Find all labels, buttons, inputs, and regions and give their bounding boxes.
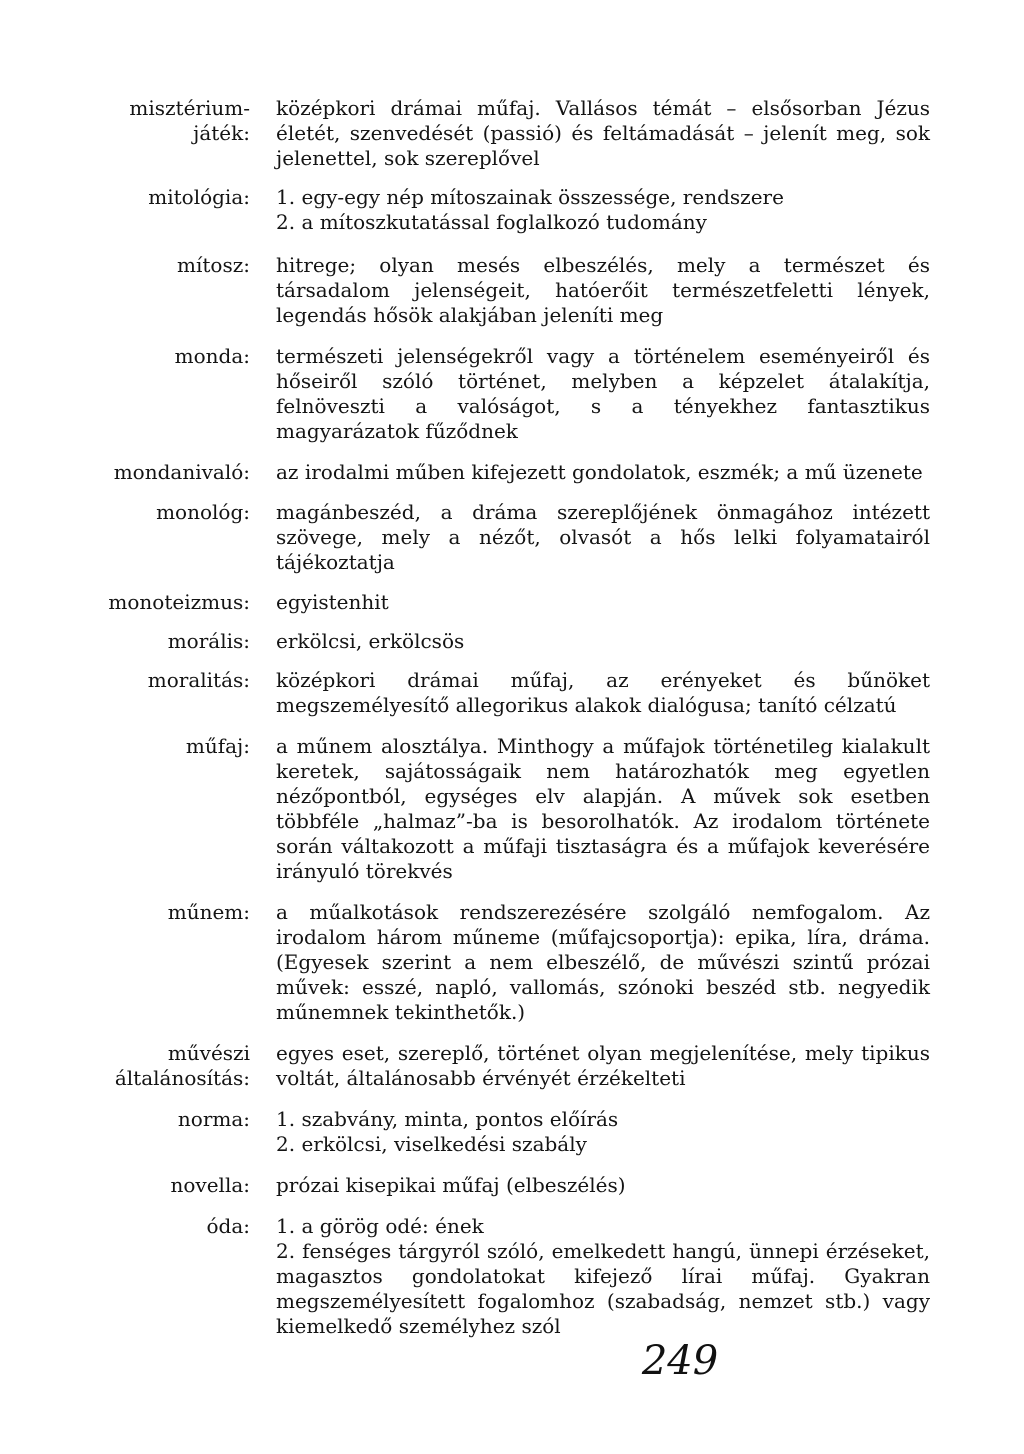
glossary-definition: középkori drámai műfaj. Vallásos témát – elsősorban Jézus életét, szenvedését (passió) és feltámadását – jelenít meg, sok jelenettel, sok szereplővel: [276, 96, 930, 170]
glossary-entry-mitosz: [100, 253, 930, 328]
glossary-definition: az irodalmi műben kifejezett gondolatok, eszmék; a mű üzenete: [276, 460, 923, 484]
glossary-entry-moralis: [100, 629, 930, 654]
glossary-entry-munem: [100, 900, 930, 1025]
glossary-entry-mitologia: [100, 185, 930, 235]
glossary-entry-monolog: [100, 500, 930, 575]
glossary-term: moralitás:: [147, 668, 250, 692]
glossary-term: mítosz:: [177, 253, 250, 277]
glossary-entry-novella: [100, 1173, 930, 1198]
glossary-term: monológ:: [156, 500, 250, 524]
glossary-term: misztérium- játék:: [129, 96, 250, 145]
glossary-definition: prózai kisepikai műfaj (elbeszélés): [276, 1173, 626, 1197]
glossary-entry-mondanivalo: [100, 460, 930, 485]
glossary-definition: egyes eset, szereplő, történet olyan megjelenítése, mely tipikus voltát, általánosabb érvényét érzékelteti: [276, 1041, 930, 1090]
page-number: 249: [641, 1338, 719, 1384]
glossary-term: műfaj:: [185, 734, 250, 758]
glossary-entry-miszteriumjatek: [100, 96, 930, 171]
glossary-term: novella:: [170, 1173, 250, 1197]
glossary-entry-monoteizmus: [100, 590, 930, 615]
glossary-definition: magánbeszéd, a dráma szereplőjének önmagához intézett szövege, mely a nézőt, olvasót a hős lelki folyamatairól tájékoztatja: [276, 500, 930, 574]
glossary-term: óda:: [206, 1214, 250, 1238]
glossary-entry-moralitas: [100, 668, 930, 718]
glossary-term: monda:: [174, 344, 250, 368]
glossary-definition: 1. szabvány, minta, pontos előírás 2. erkölcsi, viselkedési szabály: [276, 1107, 619, 1156]
glossary-definition: középkori drámai műfaj, az erényeket és bűnöket megszemélyesítő allegorikus alakok dialógusa; tanító célzatú: [276, 668, 930, 717]
glossary-entry-muveszi-altalanositas: [100, 1041, 930, 1091]
glossary-list: [100, 96, 930, 1339]
glossary-term: műnem:: [167, 900, 250, 924]
glossary-entry-monda: [100, 344, 930, 444]
glossary-definition: 1. a görög odé: ének 2. fenséges tárgyról szóló, emelkedett hangú, ünnepi érzéseket, magasztos gondolatokat kifejező lírai műfaj. Gyakran megszemélyesített fogalomhoz (szabadság, nemzet stb.) vagy kiemelkedő személyhez szól: [276, 1214, 930, 1338]
glossary-term: mitológia:: [148, 185, 250, 209]
glossary-entry-mufaj: [100, 734, 930, 884]
glossary-definition: erkölcsi, erkölcsös: [276, 629, 465, 653]
glossary-term: mondanivaló:: [113, 460, 250, 484]
glossary-definition: egyistenhit: [276, 590, 389, 614]
glossary-definition: a műalkotások rendszerezésére szolgáló nemfogalom. Az irodalom három műneme (műfajcsoportja): epika, líra, dráma. (Egyesek szerint a nem elbeszélő, de művészi szintű prózai művek: esszé, napló, vallomás, szónoki beszéd stb. negyedik műnemnek tekinthetők.): [276, 900, 930, 1024]
glossary-entry-norma: [100, 1107, 930, 1157]
glossary-definition: a műnem alosztálya. Minthogy a műfajok történetileg kialakult keretek, sajátosságaik nem határozhatók meg egyetlen nézőpontból, egységes elv alapján. A művek sok esetben többféle „halmaz”-ba is besorolhatók. Az irodalom története során váltakozott a műfaji tisztaságra és a műfajok keverésére irányuló törekvés: [276, 734, 930, 883]
glossary-term: művészi általánosítás:: [114, 1041, 250, 1090]
glossary-definition: 1. egy-egy nép mítoszainak összessége, rendszere 2. a mítoszkutatással foglalkozó tudomány: [276, 185, 784, 234]
glossary-entry-oda: [100, 1214, 930, 1339]
glossary-term: norma:: [177, 1107, 250, 1131]
glossary-term: monoteizmus:: [108, 590, 250, 614]
glossary-definition: hitrege; olyan mesés elbeszélés, mely a természet és társadalom jelenségeit, hatóerőit természetfeletti lények, legendás hősök alakjában jeleníti meg: [276, 253, 930, 327]
glossary-term: morális:: [167, 629, 250, 653]
glossary-definition: természeti jelenségekről vagy a történelem eseményeiről és hőseiről szóló történet, melyben a képzelet átalakítja, felnöveszti a valóságot, s a tényekhez fantasztikus magyarázatok fűződnek: [276, 344, 930, 443]
